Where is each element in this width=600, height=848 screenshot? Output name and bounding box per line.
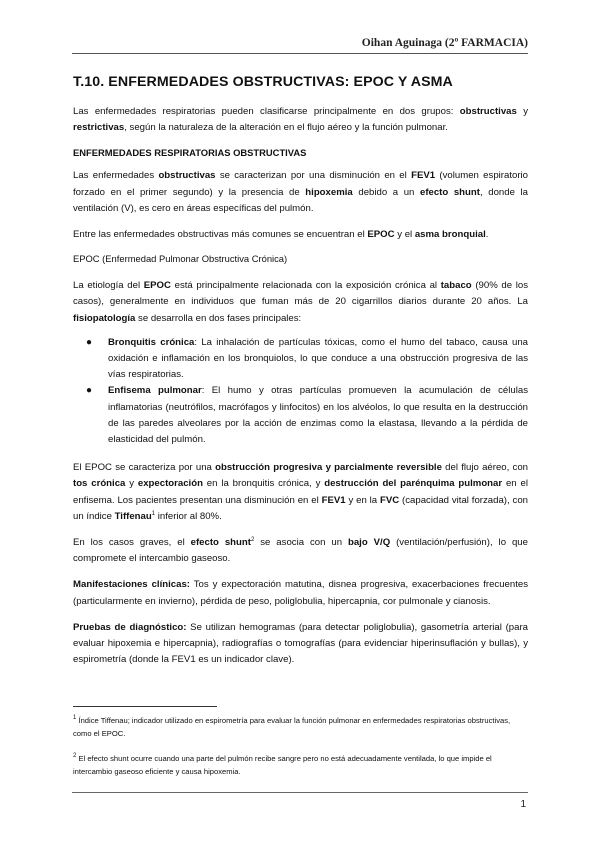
page-header-author: Oihan Aguinaga (2º FARMACIA) — [361, 37, 528, 49]
severe-cases-paragraph: En los casos graves, el efecto shunt$^2$ se asocia con un bajo V/Q (ventilación/perfusión), lo que compromete el intercambio gaseoso. — [73, 537, 528, 565]
obstructive-paragraph: Las enfermedades obstructivas se caracterizan por una disminución en el FEV1 (volumen espiratorio forzado en el primer segundo) y la presencia de hipoxemia debido a un efecto shunt, donde la ventilación (V), es cero en áreas específicas del pulmón. — [73, 170, 528, 214]
footnotes — [73, 714, 528, 790]
bullet-icon: ● — [86, 336, 93, 348]
main-content — [73, 74, 528, 668]
list-item-enfisema: ● Enfisema pulmonar: El humo y otras partículas promueven la acumulación de células inflamatorias (neutrófilos, macrófagos y linfocitos) en los alvéolos, lo que resulta en la destrucción de las paredes alveolares por la acción de enzimas como la elastasa, llevando a la pérdida de elasticidad del pulmón. — [86, 385, 528, 446]
footer-divider — [72, 792, 528, 793]
clinical-manifestations-paragraph: Manifestaciones clínicas: Tos y expectoración matutina, disnea progresiva, exacerbaciones frecuentes (particularmente en invierno), pérdida de peso, poliglobulia, hipercapnia, cor pulmonale y cianosis. — [73, 579, 529, 607]
list-item-bronquitis: ● Bronquitis crónica: La inhalación de partículas tóxicas, como el humo del tabaco, causa una oxidación e inflamación en los bronquiolos, lo que conduce a una obstrucción progresiva de las vías respiratorias. — [86, 336, 528, 381]
etiology-paragraph: La etiología del EPOC está principalmente relacionada con la exposición crónica al tabaco (90% de los casos), generalmente en individuos que fuman más de 20 cigarrillos diarios durante 20 años. La fisiopatología se desarrolla en dos fases principales: — [73, 280, 528, 324]
footnote-ref-2[interactable]: 2 — [250, 537, 255, 544]
characterization-paragraph: El EPOC se caracteriza por una obstrucción progresiva y parcialmente reversible del flujo aéreo, con tos crónica y expectoración en la bronquitis crónica, y destrucción del parénquima pulmonar en el enfisema. Los pacientes presentan una disminución en el FEV1 y en la FVC (capacidad vital forzada), con un índice Tiffenau$^1$ inferior al 80%. — [73, 462, 528, 522]
bullet-icon: ● — [86, 385, 93, 397]
epoc-heading: EPOC (Enfermedad Pulmonar Obstructiva Crónica) — [73, 253, 288, 265]
footnote-2: $^2$ El efecto shunt ocurre cuando una parte del pulmón recibe sangre pero no está adecuadamente ventilada, lo que impide el intercambio gaseoso eficiente y causa hipoxemia. — [73, 753, 492, 776]
section-heading-obstructive: ENFERMEDADES RESPIRATORIAS OBSTRUCTIVAS — [73, 147, 307, 159]
common-diseases-paragraph: Entre las enfermedades obstructivas más comunes se encuentran el EPOC y el asma bronquial. — [73, 229, 489, 241]
page-number: 1 — [520, 799, 526, 810]
pathophysiology-list — [73, 335, 528, 448]
header-divider — [72, 53, 528, 54]
document-title: T.10. ENFERMEDADES OBSTRUCTIVAS: EPOC Y ASMA — [73, 74, 453, 90]
footnote-divider — [73, 706, 217, 707]
footnote-1: $^1$ Índice Tiffenau; indicador utilizado en espirometría para evaluar la función pulmonar en enfermedades respiratorias obstructivas, como el EPOC. — [73, 715, 511, 738]
intro-paragraph: Las enfermedades respiratorias pueden clasificarse principalmente en dos grupos: obstructivas y restrictivas, según la naturaleza de la alteración en el flujo aéreo y la función pulmonar. — [73, 106, 528, 134]
diagnostic-tests-paragraph: Pruebas de diagnóstico: Se utilizan hemogramas (para detectar poliglobulia), gasometría arterial (para evaluar hipoxemia e hipercapnia), radiografías o tomografías (para evidenciar hiperinsuflación y bullas), y espirometría (donde la FEV1 es un indicador clave). — [73, 621, 528, 666]
footnote-ref-1[interactable]: 1 — [151, 510, 156, 517]
